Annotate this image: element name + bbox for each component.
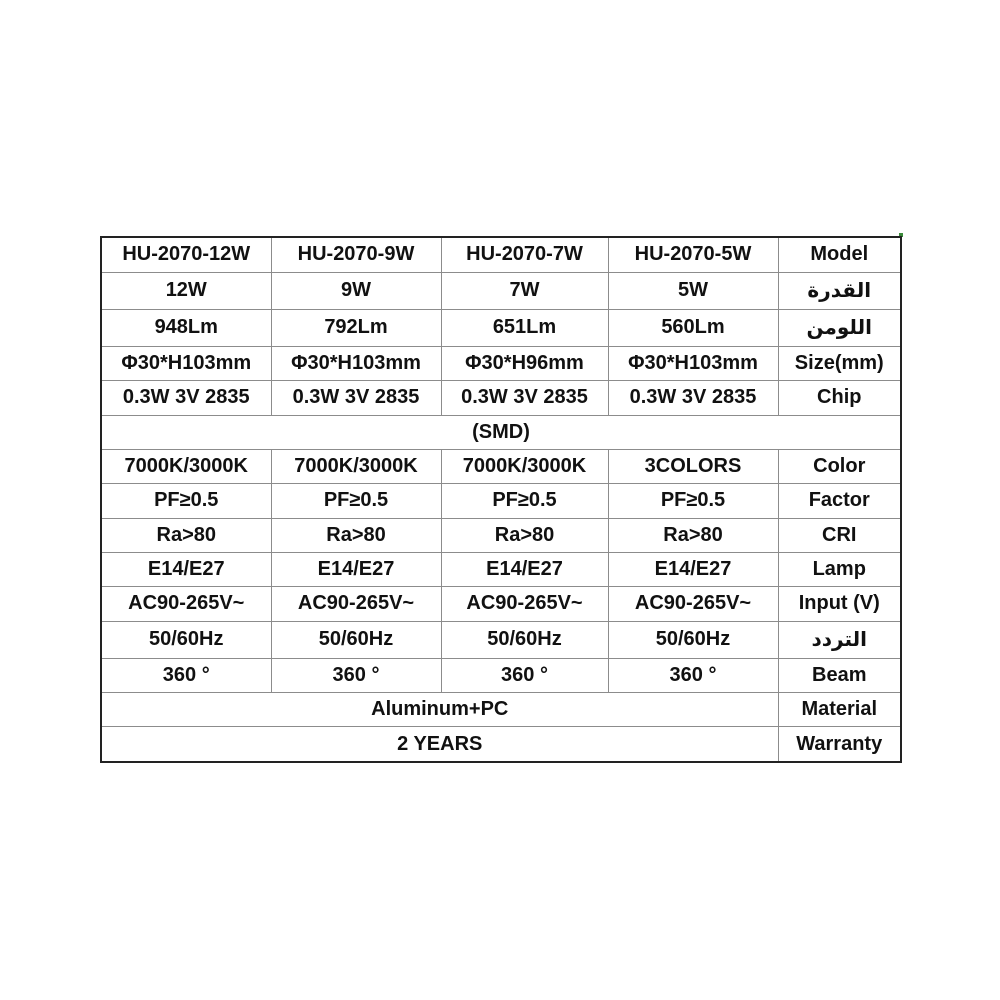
value-cell: 7W	[441, 272, 608, 309]
table-row	[101, 518, 901, 552]
value-cell: HU-2070-12W	[101, 237, 271, 272]
row-label: التردد	[778, 621, 901, 658]
spec-table	[100, 236, 902, 763]
value-cell: 948Lm	[101, 309, 271, 346]
value-cell: Φ30*H103mm	[271, 346, 441, 380]
value-cell: 12W	[101, 272, 271, 309]
row-label: Beam	[778, 658, 901, 692]
value-cell: Φ30*H103mm	[608, 346, 778, 380]
table-row	[101, 346, 901, 380]
value-cell: PF≥0.5	[271, 484, 441, 518]
value-cell: PF≥0.5	[608, 484, 778, 518]
value-cell: HU-2070-7W	[441, 237, 608, 272]
value-cell: E14/E27	[271, 552, 441, 586]
table-row	[101, 381, 901, 415]
table-row	[101, 484, 901, 518]
value-cell: 3COLORS	[608, 449, 778, 483]
table-row	[101, 621, 901, 658]
value-cell: 0.3W 3V 2835	[608, 381, 778, 415]
table-row	[101, 587, 901, 621]
value-cell: Ra>80	[608, 518, 778, 552]
row-label: Warranty	[778, 727, 901, 762]
value-cell: Ra>80	[271, 518, 441, 552]
value-cell: 360 °	[271, 658, 441, 692]
value-cell: HU-2070-5W	[608, 237, 778, 272]
value-cell: 50/60Hz	[608, 621, 778, 658]
table-row	[101, 237, 901, 272]
value-cell: 560Lm	[608, 309, 778, 346]
value-cell: 50/60Hz	[101, 621, 271, 658]
row-label: CRI	[778, 518, 901, 552]
table-row	[101, 693, 901, 727]
value-cell: Ra>80	[441, 518, 608, 552]
table-row	[101, 309, 901, 346]
value-cell: 50/60Hz	[271, 621, 441, 658]
row-label: القدرة	[778, 272, 901, 309]
value-cell: 50/60Hz	[441, 621, 608, 658]
merged-cell: (SMD)	[101, 415, 901, 449]
value-cell: AC90-265V~	[271, 587, 441, 621]
value-cell: 651Lm	[441, 309, 608, 346]
table-row	[101, 449, 901, 483]
row-label: اللومن	[778, 309, 901, 346]
value-cell: E14/E27	[101, 552, 271, 586]
row-label: Material	[778, 693, 901, 727]
value-cell: 0.3W 3V 2835	[271, 381, 441, 415]
row-label: Lamp	[778, 552, 901, 586]
spanning-value-cell: 2 YEARS	[101, 727, 778, 762]
value-cell: 0.3W 3V 2835	[101, 381, 271, 415]
value-cell: HU-2070-9W	[271, 237, 441, 272]
value-cell: Φ30*H103mm	[101, 346, 271, 380]
value-cell: 360 °	[101, 658, 271, 692]
value-cell: 7000K/3000K	[271, 449, 441, 483]
row-label: Factor	[778, 484, 901, 518]
value-cell: E14/E27	[441, 552, 608, 586]
row-label: Chip	[778, 381, 901, 415]
value-cell: AC90-265V~	[101, 587, 271, 621]
value-cell: 0.3W 3V 2835	[441, 381, 608, 415]
value-cell: 792Lm	[271, 309, 441, 346]
table-row	[101, 727, 901, 762]
value-cell: 360 °	[608, 658, 778, 692]
row-label: Size(mm)	[778, 346, 901, 380]
row-label: Input (V)	[778, 587, 901, 621]
value-cell: 9W	[271, 272, 441, 309]
table-row	[101, 272, 901, 309]
value-cell: AC90-265V~	[608, 587, 778, 621]
value-cell: 5W	[608, 272, 778, 309]
value-cell: E14/E27	[608, 552, 778, 586]
value-cell: Φ30*H96mm	[441, 346, 608, 380]
value-cell: PF≥0.5	[441, 484, 608, 518]
value-cell: Ra>80	[101, 518, 271, 552]
table-row	[101, 658, 901, 692]
row-label: Model	[778, 237, 901, 272]
value-cell: 360 °	[441, 658, 608, 692]
value-cell: 7000K/3000K	[441, 449, 608, 483]
value-cell: 7000K/3000K	[101, 449, 271, 483]
row-label: Color	[778, 449, 901, 483]
spanning-value-cell: Aluminum+PC	[101, 693, 778, 727]
table-row	[101, 552, 901, 586]
value-cell: AC90-265V~	[441, 587, 608, 621]
table-row	[101, 415, 901, 449]
value-cell: PF≥0.5	[101, 484, 271, 518]
